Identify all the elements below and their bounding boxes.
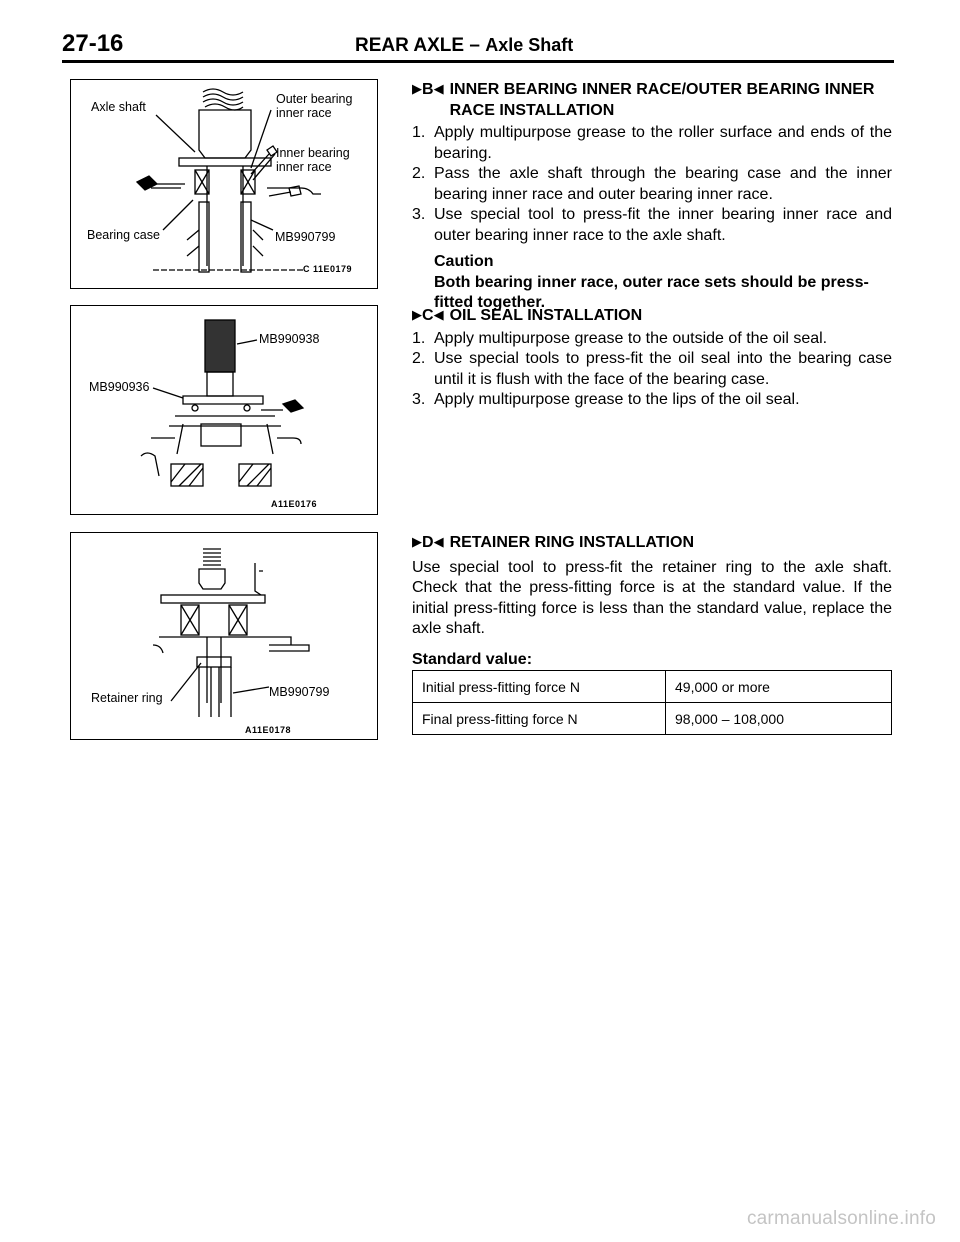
list-item (412, 164, 892, 205)
label-mb990938: MB990938 (259, 332, 320, 346)
step-number: 3. (412, 206, 426, 223)
section-c-letter: C (422, 307, 434, 324)
header-rule (62, 60, 894, 63)
list-item (412, 390, 892, 411)
step-text: Apply multipurpose grease to the roller surface and ends of the bearing. (434, 124, 892, 162)
section-c-title: OIL SEAL INSTALLATION (449, 307, 643, 324)
title-dash: – (469, 35, 480, 56)
label-retainer-ring: Retainer ring (91, 691, 163, 705)
label-mb990936: MB990936 (89, 380, 150, 394)
section-b-letter: B (422, 81, 434, 98)
list-item (412, 123, 892, 164)
step-text: Use special tool to press-fit the inner bearing inner race and outer bearing inner race to the axle shaft. (434, 206, 892, 244)
section-d-marker (412, 533, 444, 554)
title-sub: Axle Shaft (485, 35, 574, 55)
step-number: 1. (412, 124, 426, 141)
figure-oil-seal-installation (70, 305, 378, 515)
left-triangle-icon: ◀ (433, 534, 444, 549)
label-outer-bearing: Outer bearing inner race (276, 92, 353, 120)
title-main: REAR AXLE (355, 35, 465, 56)
standard-value-table (412, 670, 892, 735)
step-text: Pass the axle shaft through the bearing case and the inner bearing inner race and outer bearing inner race. (434, 165, 892, 203)
step-text: Use special tools to press-fit the oil seal into the bearing case until it is flush with the face of the bearing case. (434, 350, 892, 388)
step-number: 2. (412, 350, 426, 367)
step-number: 2. (412, 165, 426, 182)
label-inner-bearing: Inner bearing inner race (276, 146, 350, 174)
step-text: Apply multipurpose grease to the lips of the oil seal. (434, 391, 800, 408)
table-row (413, 671, 892, 703)
section-c-marker (412, 306, 444, 327)
figure-bearing-installation (70, 79, 378, 289)
left-triangle-icon: ◀ (433, 81, 444, 96)
table-cell-item: Initial press-fitting force N (413, 671, 666, 703)
section-b-steps (412, 123, 892, 246)
section-b-title: INNER BEARING INNER RACE/OUTER BEARING INNER RACE INSTALLATION (449, 81, 875, 119)
section-c-steps (412, 329, 892, 411)
figure-code: A11E0176 (271, 499, 318, 509)
table-cell-value: 49,000 or more (666, 671, 892, 703)
section-c-heading (412, 306, 892, 327)
section-d-paragraph: Use special tool to press-fit the retainer ring to the axle shaft. Check that the press-fitting force is at the standard value. If the initial press-fitting force is less than the standard value, replace the axle shaft. (412, 558, 892, 637)
caution-text: Both bearing inner race, outer race sets should be press-fitted together. (434, 273, 869, 311)
section-d-title: RETAINER RING INSTALLATION (449, 534, 694, 551)
figure-retainer-ring-installation (70, 532, 378, 740)
list-item (412, 349, 892, 390)
caution-block (434, 252, 892, 314)
standard-value-label: Standard value: (412, 650, 533, 668)
table-row (413, 703, 892, 735)
right-triangle-icon: ▶ (412, 307, 422, 322)
section-oil-seal-installation (412, 306, 892, 411)
section-retainer-ring-installation (412, 533, 892, 670)
step-text: Apply multipurpose grease to the outside of the oil seal. (434, 329, 828, 347)
retainer-ring-installation-drawing (71, 533, 378, 740)
list-item (412, 329, 892, 350)
section-b-heading (412, 80, 892, 121)
label-axle-shaft: Axle shaft (91, 100, 146, 114)
step-number: 3. (412, 391, 426, 408)
page-number: 27-16 (62, 30, 124, 57)
section-d-heading (412, 533, 892, 554)
list-item (412, 205, 892, 246)
section-b-marker (412, 80, 444, 121)
figure-code: C 11E0179 (303, 264, 353, 274)
table-cell-value: 98,000 – 108,000 (666, 703, 892, 735)
section-d-letter: D (422, 534, 434, 551)
watermark: carmanualsonline.info (746, 1208, 936, 1229)
label-mb990799: MB990799 (269, 685, 330, 699)
page-title (355, 35, 573, 57)
figure-code: A11E0178 (245, 725, 292, 735)
section-inner-bearing-installation (412, 80, 892, 314)
table-cell-item: Final press-fitting force N (413, 703, 666, 735)
label-mb990799: MB990799 (275, 230, 336, 244)
oil-seal-installation-drawing (71, 306, 378, 515)
right-triangle-icon: ▶ (412, 534, 422, 549)
caution-title: Caution (434, 253, 494, 270)
left-triangle-icon: ◀ (433, 307, 444, 322)
right-triangle-icon: ▶ (412, 81, 422, 96)
label-bearing-case: Bearing case (87, 228, 160, 242)
step-number: 1. (412, 329, 426, 347)
